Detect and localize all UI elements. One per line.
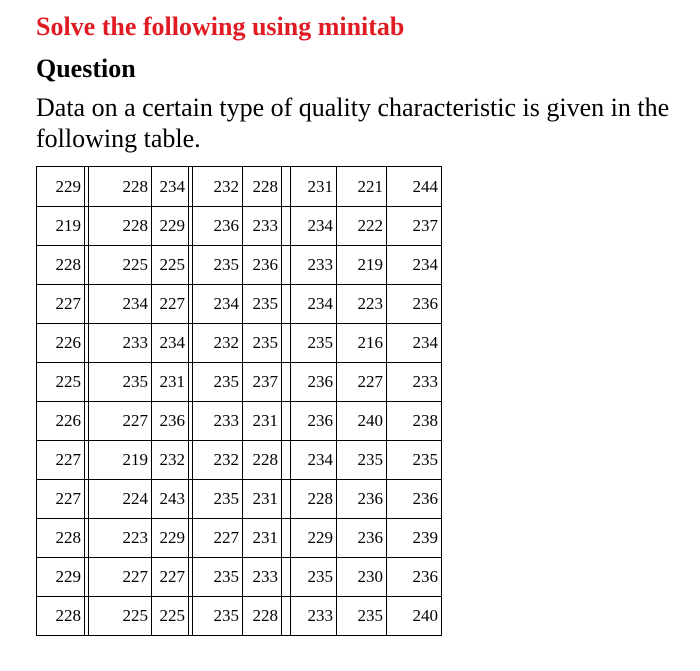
table-cell: 227 bbox=[37, 285, 85, 324]
table-cell: 236 bbox=[387, 285, 442, 324]
table-cell: 225 bbox=[152, 246, 189, 285]
table-cell: 234 bbox=[152, 324, 189, 363]
table-gap-cell bbox=[282, 519, 291, 558]
table-cell: 225 bbox=[89, 246, 152, 285]
table-cell: 235 bbox=[243, 285, 282, 324]
table-cell: 227 bbox=[152, 558, 189, 597]
table-cell: 236 bbox=[291, 402, 337, 441]
table-cell: 227 bbox=[37, 480, 85, 519]
table-cell: 235 bbox=[193, 558, 243, 597]
table-gap-cell bbox=[282, 324, 291, 363]
table-row bbox=[37, 285, 442, 324]
table-cell: 236 bbox=[291, 363, 337, 402]
table-cell: 240 bbox=[387, 597, 442, 636]
table-cell: 229 bbox=[152, 207, 189, 246]
table-cell: 238 bbox=[387, 402, 442, 441]
table-cell: 225 bbox=[37, 363, 85, 402]
table-gap-cell bbox=[282, 441, 291, 480]
table-cell: 232 bbox=[193, 324, 243, 363]
table-cell: 234 bbox=[291, 207, 337, 246]
table-cell: 234 bbox=[89, 285, 152, 324]
table-cell: 226 bbox=[37, 324, 85, 363]
table-cell: 235 bbox=[337, 441, 387, 480]
table-cell: 219 bbox=[337, 246, 387, 285]
table-cell: 236 bbox=[152, 402, 189, 441]
table-cell: 231 bbox=[243, 519, 282, 558]
table-cell: 228 bbox=[37, 246, 85, 285]
table-cell: 233 bbox=[89, 324, 152, 363]
table-cell: 235 bbox=[291, 558, 337, 597]
table-cell: 235 bbox=[193, 597, 243, 636]
table-cell: 235 bbox=[193, 480, 243, 519]
table-cell: 231 bbox=[243, 480, 282, 519]
table-cell: 232 bbox=[193, 167, 243, 207]
table-cell: 235 bbox=[193, 246, 243, 285]
table-cell: 232 bbox=[152, 441, 189, 480]
table-cell: 224 bbox=[89, 480, 152, 519]
table-row bbox=[37, 597, 442, 636]
table-gap-cell bbox=[282, 480, 291, 519]
table-cell: 231 bbox=[152, 363, 189, 402]
table-gap-cell bbox=[282, 363, 291, 402]
data-table bbox=[36, 166, 442, 636]
table-cell: 235 bbox=[291, 324, 337, 363]
table-cell: 228 bbox=[89, 207, 152, 246]
table-cell: 228 bbox=[37, 519, 85, 558]
table-cell: 243 bbox=[152, 480, 189, 519]
table-row bbox=[37, 246, 442, 285]
table-row bbox=[37, 402, 442, 441]
table-cell: 234 bbox=[387, 246, 442, 285]
table-cell: 233 bbox=[291, 246, 337, 285]
table-cell: 236 bbox=[387, 480, 442, 519]
table-row bbox=[37, 167, 442, 207]
table-cell: 234 bbox=[291, 285, 337, 324]
page-heading: Solve the following using minitab bbox=[36, 12, 405, 41]
table-cell: 221 bbox=[337, 167, 387, 207]
table-cell: 229 bbox=[37, 167, 85, 207]
table-cell: 233 bbox=[243, 207, 282, 246]
table-gap-cell bbox=[282, 558, 291, 597]
table-cell: 237 bbox=[387, 207, 442, 246]
table-gap-cell bbox=[282, 207, 291, 246]
table-cell: 227 bbox=[37, 441, 85, 480]
table-cell: 227 bbox=[337, 363, 387, 402]
table-cell: 228 bbox=[37, 597, 85, 636]
table-row bbox=[37, 324, 442, 363]
table-gap-cell bbox=[282, 402, 291, 441]
table-row bbox=[37, 441, 442, 480]
table-cell: 235 bbox=[337, 597, 387, 636]
table-cell: 236 bbox=[243, 246, 282, 285]
table-cell: 234 bbox=[291, 441, 337, 480]
table-cell: 228 bbox=[243, 167, 282, 207]
table-cell: 235 bbox=[387, 441, 442, 480]
table-cell: 219 bbox=[37, 207, 85, 246]
table-cell: 223 bbox=[337, 285, 387, 324]
table-cell: 236 bbox=[337, 519, 387, 558]
table-cell: 235 bbox=[243, 324, 282, 363]
table-cell: 236 bbox=[387, 558, 442, 597]
table-cell: 233 bbox=[291, 597, 337, 636]
table-cell: 234 bbox=[387, 324, 442, 363]
table-cell: 229 bbox=[291, 519, 337, 558]
table-cell: 239 bbox=[387, 519, 442, 558]
table-cell: 237 bbox=[243, 363, 282, 402]
table-cell: 225 bbox=[89, 597, 152, 636]
table-row bbox=[37, 363, 442, 402]
table-cell: 233 bbox=[193, 402, 243, 441]
table-cell: 232 bbox=[193, 441, 243, 480]
table-cell: 227 bbox=[152, 285, 189, 324]
table-gap-cell bbox=[282, 167, 291, 207]
table-row bbox=[37, 207, 442, 246]
table-cell: 229 bbox=[37, 558, 85, 597]
question-text: Data on a certain type of quality characteristic is given in the following table. bbox=[36, 93, 670, 153]
table-gap-cell bbox=[282, 246, 291, 285]
table-cell: 244 bbox=[387, 167, 442, 207]
table-gap-cell bbox=[282, 597, 291, 636]
table-cell: 225 bbox=[152, 597, 189, 636]
table-cell: 229 bbox=[152, 519, 189, 558]
table-cell: 223 bbox=[89, 519, 152, 558]
table-gap-cell bbox=[282, 285, 291, 324]
table-cell: 227 bbox=[89, 558, 152, 597]
table-cell: 228 bbox=[291, 480, 337, 519]
table-cell: 231 bbox=[291, 167, 337, 207]
table-cell: 227 bbox=[193, 519, 243, 558]
table-cell: 219 bbox=[89, 441, 152, 480]
table-cell: 230 bbox=[337, 558, 387, 597]
table-cell: 228 bbox=[243, 597, 282, 636]
table-cell: 235 bbox=[193, 363, 243, 402]
table-cell: 231 bbox=[243, 402, 282, 441]
table-cell: 235 bbox=[89, 363, 152, 402]
table-row bbox=[37, 480, 442, 519]
table-cell: 234 bbox=[193, 285, 243, 324]
table-cell: 216 bbox=[337, 324, 387, 363]
table-cell: 227 bbox=[89, 402, 152, 441]
table-cell: 233 bbox=[387, 363, 442, 402]
question-label: Question bbox=[36, 54, 136, 83]
table-row bbox=[37, 558, 442, 597]
data-table-body bbox=[37, 167, 442, 636]
table-cell: 236 bbox=[337, 480, 387, 519]
table-cell: 228 bbox=[89, 167, 152, 207]
table-row bbox=[37, 519, 442, 558]
table-cell: 240 bbox=[337, 402, 387, 441]
table-cell: 222 bbox=[337, 207, 387, 246]
table-cell: 234 bbox=[152, 167, 189, 207]
table-cell: 233 bbox=[243, 558, 282, 597]
table-cell: 228 bbox=[243, 441, 282, 480]
table-cell: 226 bbox=[37, 402, 85, 441]
table-cell: 236 bbox=[193, 207, 243, 246]
